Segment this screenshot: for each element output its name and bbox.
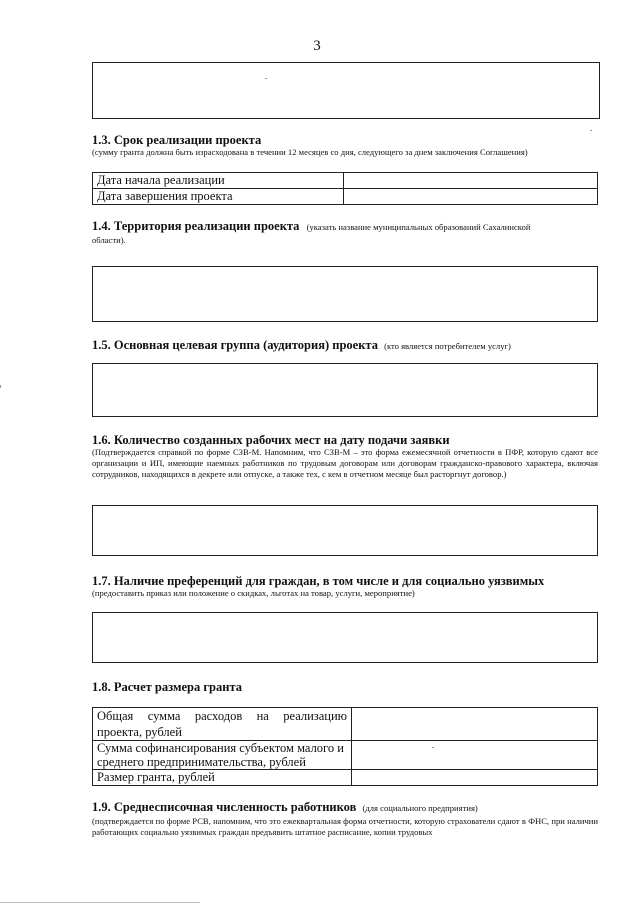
target-group-textbox[interactable]: [92, 363, 598, 417]
section-1-3-title: 1.3. Срок реализации проекта: [92, 133, 262, 147]
section-1-3-note: (сумму гранта должна быть израсходована в течении 12 месяцев со дня, следующего за днем заключения Соглашения): [92, 147, 528, 157]
scan-speck: [0, 385, 1, 388]
start-date-label: Дата начала реализации: [93, 173, 344, 189]
table-row: [93, 770, 598, 786]
page-number: 3: [313, 38, 321, 54]
jobs-created-textbox[interactable]: [92, 505, 598, 556]
end-date-label: Дата завершения проекта: [93, 189, 344, 205]
section-1-5-note: (кто является потребителем услуг): [384, 341, 511, 351]
grant-amount-value[interactable]: [352, 770, 598, 786]
start-date-value[interactable]: [344, 173, 598, 189]
cofinancing-label: Сумма софинансирования субъектом малого и среднего предпринимательства, рублей: [93, 741, 352, 770]
cofinancing-value[interactable]: [352, 741, 598, 770]
section-1-4-note: (указать название муниципальных образований Сахалинской: [306, 222, 531, 232]
section-1-4-note-cont: области).: [92, 235, 126, 245]
table-row: [93, 189, 598, 205]
grant-amount-label: Размер гранта, рублей: [93, 770, 352, 786]
section-1-4-title: 1.4. Территория реализации проекта: [92, 219, 300, 233]
section-1-9-note-inline: (для социального предприятия): [362, 803, 478, 813]
total-expenses-label: Общая сумма расходов на реализацию проекта, рублей: [93, 708, 352, 741]
section-1-7-title: 1.7. Наличие преференций для граждан, в том числе и для социально уязвимых: [92, 574, 545, 588]
section-1-6-title: 1.6. Количество созданных рабочих мест на дату подачи заявки: [92, 433, 450, 447]
scan-speck: [0, 902, 200, 903]
section-1-8-title: 1.8. Расчет размера гранта: [92, 680, 242, 694]
table-row: [93, 173, 598, 189]
section-1-5-heading: [92, 338, 511, 353]
scan-speck: [265, 78, 267, 79]
section-1-6-note: (Подтверждается справкой по форме СЗВ-М. Напомним, что СЗВ-М – это форма ежемесячной отчетности в ПФР, которую сдают все организации и ИП, имеющие наемных работников по трудовым договорам или договорам гражданско-правового характера, включая сотрудников, находящихся в декрете или отпуске, а также тех, с кем в отчетном месяце был расторгнут договор.): [92, 447, 598, 479]
end-date-value[interactable]: [344, 189, 598, 205]
section-1-5-title: 1.5. Основная целевая группа (аудитория) проекта: [92, 338, 378, 352]
section-1-7-note: (предоставить приказ или положение о скидках, льготах на товар, услуги, мероприятие): [92, 588, 415, 598]
preferences-textbox[interactable]: [92, 612, 598, 663]
section-1-9-heading: [92, 800, 478, 815]
scan-speck: [432, 747, 434, 748]
grant-calculation-table: [92, 707, 598, 786]
scan-speck: [590, 130, 592, 131]
total-expenses-value[interactable]: [352, 708, 598, 741]
previous-section-textbox[interactable]: [92, 62, 600, 119]
implementation-dates-table: [92, 172, 598, 205]
territory-textbox[interactable]: [92, 266, 598, 322]
section-1-4-heading: [92, 219, 600, 234]
section-1-9-title: 1.9. Среднесписочная численность работников: [92, 800, 357, 814]
section-1-9-note: (подтверждается по форме РСВ, напомним, что это ежеквартальная форма отчетности, которую страхователи сдают в ФНС, при наличии работающих социально уязвимых граждан предъявить штатное расписание, копии трудовых: [92, 816, 598, 837]
table-row: [93, 708, 598, 741]
table-row: [93, 741, 598, 770]
